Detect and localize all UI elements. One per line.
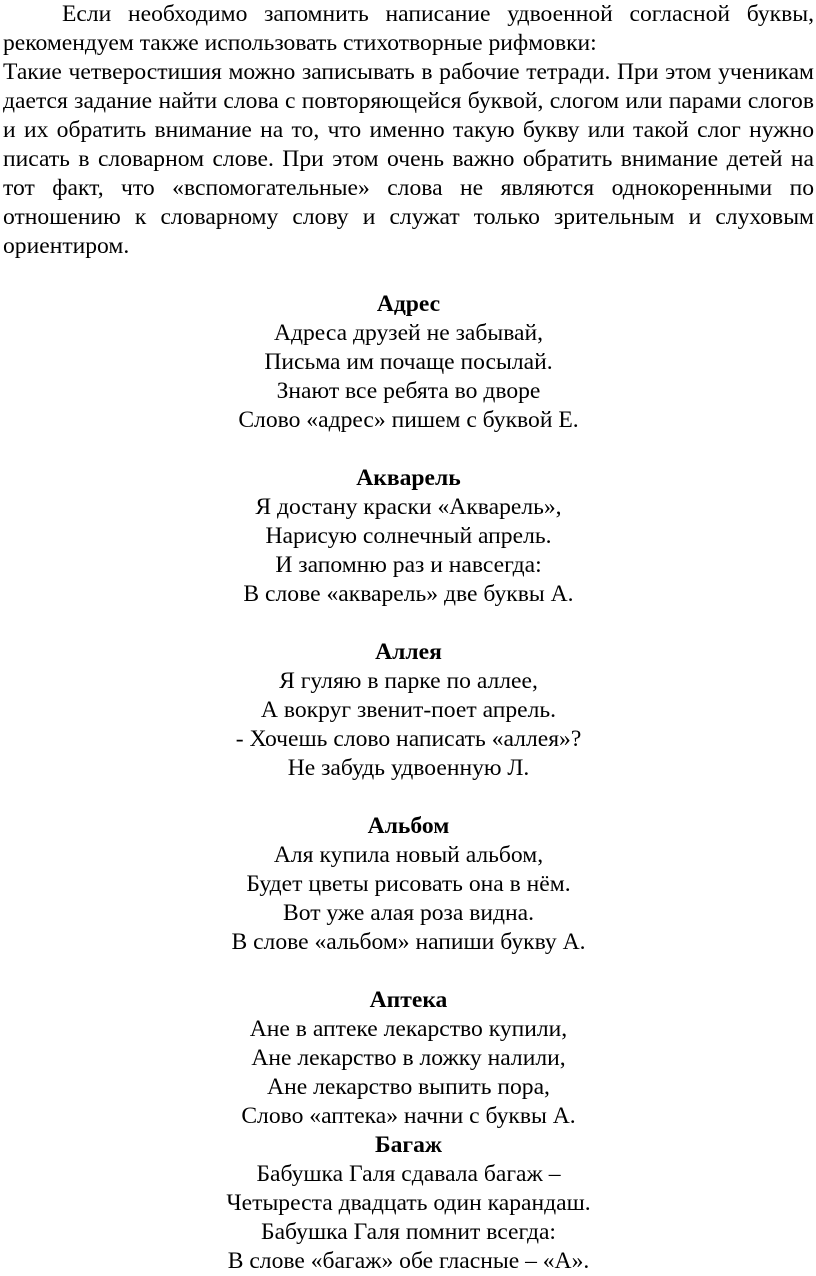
poem-line: Слово «аптека» начни с буквы А. bbox=[241, 1103, 576, 1129]
poem-line: В слове «багаж» обе гласные – «А». bbox=[227, 1248, 590, 1274]
poem-line: Адреса друзей не забывай, bbox=[273, 320, 544, 346]
poem-bagazh bbox=[3, 1131, 814, 1276]
poem-line: В слове «акварель» две буквы А. bbox=[243, 581, 574, 607]
intro-paragraph-1: Если необходимо запомнить написание удвоенной согласной буквы, рекомендуем также использовать стихотворные рифмовки: bbox=[3, 1, 814, 56]
poem-line: И запомню раз и навсегда: bbox=[275, 552, 542, 578]
poem-line: Аля купила новый альбом, bbox=[273, 842, 544, 868]
poem-line: Будет цветы рисовать она в нём. bbox=[246, 871, 571, 897]
poem-alleya bbox=[3, 638, 814, 783]
poem-title: Аллея bbox=[375, 639, 442, 665]
poem-line: Слово «адрес» пишем с буквой Е. bbox=[238, 407, 579, 433]
poem-line: - Хочешь слово написать «аллея»? bbox=[235, 726, 582, 752]
poem-akvarel bbox=[3, 464, 814, 609]
poem-line: Ане лекарство выпить пора, bbox=[267, 1074, 550, 1100]
poem-title: Адрес bbox=[376, 291, 441, 317]
poem-line: Знают все ребята во дворе bbox=[276, 378, 541, 404]
poem-line: Вот уже алая роза видна. bbox=[282, 900, 534, 926]
poem-title: Багаж bbox=[374, 1132, 442, 1158]
poem-albom bbox=[3, 812, 814, 957]
poem-line: Бабушка Галя сдавала багаж – bbox=[256, 1161, 561, 1187]
poem-line: Я достану краски «Акварель», bbox=[255, 494, 562, 520]
poem-line: Нарисую солнечный апрель. bbox=[265, 523, 552, 549]
poem-line: Четыреста двадцать один карандаш. bbox=[226, 1190, 591, 1216]
poem-apteka bbox=[3, 986, 814, 1131]
poem-line: А вокруг звенит-поет апрель. bbox=[260, 697, 557, 723]
poem-line: Письма им почаще посылай. bbox=[264, 349, 553, 375]
poem-line: Ане лекарство в ложку налили, bbox=[251, 1045, 566, 1071]
poem-title: Альбом bbox=[367, 813, 450, 839]
poem-line: Я гуляю в парке по аллее, bbox=[279, 668, 538, 694]
intro-paragraph-2: Такие четверостишия можно записывать в рабочие тетради. При этом ученикам дается задание найти слова с повторяющейся буквой, слогом или парами слогов и их обратить внимание на то, что именно такую букву или такой слог нужно писать в словарном слове. При этом очень важно обратить внимание детей на тот факт, что «вспомогательные» слова не являются однокоренными по отношению к словарному слову и служат только зрительным и слуховым ориентиром. bbox=[3, 59, 814, 259]
poems-list bbox=[3, 290, 814, 1276]
poem-line: Бабушка Галя помнит всегда: bbox=[261, 1219, 556, 1245]
poem-line: Не забудь удвоенную Л. bbox=[287, 755, 530, 781]
poem-adres bbox=[3, 290, 814, 435]
poem-title: Аптека bbox=[369, 987, 448, 1013]
poem-title: Акварель bbox=[356, 465, 461, 491]
poem-line: Ане в аптеке лекарство купили, bbox=[249, 1016, 568, 1042]
poem-line: В слове «альбом» напиши букву А. bbox=[231, 929, 586, 955]
intro-text bbox=[3, 0, 814, 261]
